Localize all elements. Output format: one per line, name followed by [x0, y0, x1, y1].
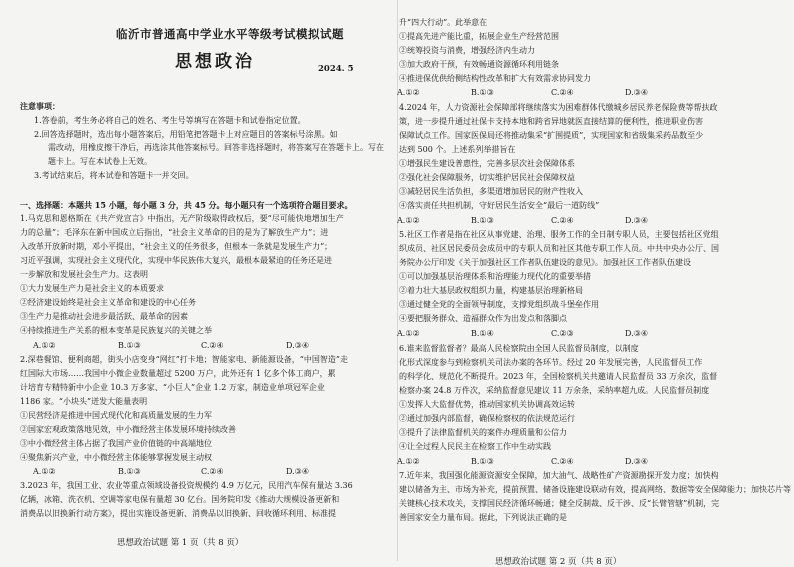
left-text-line: ①民营经济是推进中国式现代化和高质量发展的生力军	[20, 411, 212, 420]
left-text-line: 3.考试结束后，将本试卷和答题卡一并交回。	[34, 171, 194, 180]
right-text-line: ①增强民生建设普惠性，完善多层次社会保障体系	[399, 159, 575, 168]
left-text-line: 1186 家。“小块头”迸发大能量表明	[20, 397, 148, 406]
right-text-line: ③提升了法律监督机关的案件办理质量和公信力	[399, 428, 567, 437]
left-text-line: 思想政治	[175, 52, 255, 72]
right-text-line: 5.社区工作者是指在社区从事党建、治理、服务工作的全日制专职人员，主要包括社区党组	[399, 230, 719, 239]
left-text-line: 3.2023 年，我国工业、农业等重点领域设备投资规模约 4.9 万亿元，民用汽车保有量达 3.36	[20, 481, 353, 490]
right-text-line: ②通过加强内部监督，确保检察权的依法规范运行	[399, 414, 575, 423]
left-text-line: B.①③	[118, 467, 141, 476]
right-text-line: D.③④	[625, 216, 649, 225]
left-text-line: 2.回答选择题时，选出每小题答案后，用铅笔把答题卡上对应题目的答案标号涂黑。如	[34, 130, 338, 139]
right-text-line: ②统筹投资与消费，增强经济内生动力	[399, 46, 535, 55]
right-text-line: C.②④	[551, 457, 574, 466]
right-text-line: 检察办案 24.8 万件次，采纳监督意见建议 11 万余条，采纳率超九成。人民监督员制度	[399, 386, 710, 395]
left-text-line: ①大力发展生产力是社会主义的本质要求	[20, 284, 164, 293]
left-text-line: 1.马克思和恩格斯在《共产党宣言》中指出，无产阶级取得政权后，要“尽可能快地增加生产	[20, 214, 344, 223]
right-text-line: A.①②	[397, 457, 420, 466]
left-text-line: C.②④	[201, 341, 224, 350]
left-text-line: 一、选择题：本题共 15 小题，每小题 3 分，共 45 分。每小题只有一个选项符合题目要求。	[20, 200, 353, 210]
right-text-line: ②着力壮大基层政权组织力量，构建基层治理新格局	[399, 286, 583, 295]
left-text-line: 亿辆，冰箱、洗衣机、空调等家电保有量超 30 亿台。国务院印发《推动大规模设备更新和	[20, 495, 340, 504]
right-text-line: B.①④	[471, 329, 494, 338]
left-text-line: A.①②	[33, 341, 56, 350]
left-text-line: 2024. 5	[318, 64, 354, 74]
right-text-line: C.②③	[551, 329, 574, 338]
right-text-line: D.③④	[625, 329, 649, 338]
left-text-line: 一步解放和发展社会生产力。这表明	[20, 270, 148, 279]
right-text-line: ④推进保优供给侧结构性改革和扩大有效需求协同发力	[399, 74, 591, 83]
right-text-line: D.③④	[625, 88, 649, 97]
left-text-line: D.③④	[286, 341, 310, 350]
right-text-line: B.①③	[471, 457, 494, 466]
right-text-line: B.①③	[471, 88, 494, 97]
left-text-line: 1.答卷前，考生务必将自己的姓名、考生号等填写在答题卡和试卷指定位置。	[34, 116, 306, 125]
right-text-line: 务院办公厅印发《关于加强社区工作者队伍建设的意见》。加强社区工作者队伍建设	[399, 258, 691, 267]
right-text-line: B.①③	[471, 216, 494, 225]
right-text-line: 达到 500 个。上述系列举措旨在	[399, 145, 516, 154]
left-text-line: 入改革开放新时期，邓小平提出，“社会主义的任务很多，但根本一条就是发展生产力”；	[20, 242, 333, 251]
right-text-line: C.②④	[551, 88, 574, 97]
right-text-line: 4.2024 年，人力资源社会保障部将继续落实为困难群体代缴城乡居民养老保险费等帮扶政	[399, 103, 718, 112]
right-text-line: 7.近年来，我国强化能源资源安全保障，加大油气、战略性矿产资源勘探开发力度；加快构	[399, 471, 719, 480]
left-column	[0, 0, 397, 561]
left-text-line: D.③④	[286, 467, 310, 476]
left-text-line: 思想政治试题 第 1 页（共 8 页）	[117, 538, 244, 548]
right-text-line: ③加大政府干预，有效畅通资源循环利用链条	[399, 60, 559, 69]
left-text-line: 临沂市普通高中学业水平等级考试模拟试题	[116, 27, 344, 41]
left-text-line: 2.深巷餐馆、便利商超，街头小店变身“网红”打卡地；智能家电、新能源设备，“中国智造”走	[20, 355, 348, 364]
left-text-line: ③生产力是推动社会进步最活跃、最革命的因素	[20, 312, 188, 321]
left-text-line: B.①③	[118, 341, 141, 350]
right-text-line: D.③④	[625, 457, 649, 466]
left-text-line: 消费品以旧换新行动方案》，提出实施设备更新、消费品以旧换新、回收循环利用、标准提	[20, 509, 336, 518]
right-text-line: ①可以加强基层治理体系和治理能力现代化的重要举措	[399, 272, 591, 281]
left-text-line: 需改动，用橡皮擦干净后，再选涂其他答案标号。回答非选择题时，将答案写在答题卡上。写在	[48, 143, 384, 152]
left-text-line: 计培育专精特新中小企业 10.3 万多家、“小巨人”企业 1.2 万家，制造业单项冠军企业	[20, 383, 325, 392]
right-text-line: 思想政治试题 第 2 页（共 8 页）	[495, 557, 622, 567]
left-text-line: ④聚焦新兴产业，中小微经营主体能够掌握发展主动权	[20, 453, 212, 462]
left-text-line: ②国家宏观政策落地见效，中小微经营主体发展环境持续改善	[20, 425, 236, 434]
right-text-line: 6.谁来监督监督者？最高人民检察院由全国人民监督员制度，以制度	[399, 344, 639, 353]
right-text-line: 善国家安全力量布局。据此，下列说法正确的是	[399, 513, 567, 522]
right-text-line: 关键核心技术攻关，支撑国民经济循环畅通；健全反制裁、反干涉、反“长臂管辖”机制，完	[399, 499, 720, 508]
left-text-line: 习近平强调，实现社会主义现代化，实现中华民族伟大复兴，最根本最紧迫的任务还是进	[20, 256, 332, 265]
left-text-line: ②经济建设始终是社会主义革命和建设的中心任务	[20, 298, 196, 307]
right-text-line: ④让全过程人民民主在检察工作中生动实践	[399, 442, 551, 451]
left-text-line: 注意事项：	[20, 101, 60, 111]
right-text-line: 升“四大行动”。此举意在	[399, 18, 488, 27]
right-text-line: ①提高先进产能比重，拓展企业生产经营范围	[399, 32, 559, 41]
right-text-line: ③减轻居民生活负担，多渠道增加居民的财产性收入	[399, 187, 583, 196]
right-text-line: C.②④	[551, 216, 574, 225]
left-text-line: A.①②	[33, 467, 56, 476]
right-text-line: 化形式深度参与到检察机关司法办案的各环节。经过 20 年发展完善，人民监督员工作	[399, 358, 703, 367]
right-text-line: A.①②	[397, 88, 420, 97]
right-text-line: 的科学化、规范化不断提升。2023 年，全国检察机关共邀请人民监督员 33 万余次，监督	[399, 372, 718, 381]
right-text-line: A.①②	[397, 329, 420, 338]
left-text-line: ④持续推进生产关系的根本变革是民族复兴的关键之举	[20, 326, 212, 335]
right-text-line: 建以储备为主、市场为补充，提前预置、储备设施建设联动有效，提高网络、数据等安全保障能力；加快芯片等	[399, 485, 791, 494]
right-text-line: A.①②	[397, 216, 420, 225]
left-text-line: 红国际大市场……我国中小微企业数量超过 5200 万户，此外还有 1 亿多个体工商户，累	[20, 369, 336, 378]
left-text-line: ③中小微经营主体占据了我国产业价值链的中高端地位	[20, 439, 212, 448]
right-text-line: 策，进一步提升通过社保卡支持本地和跨省异地就医直接结算的便利性，推进职业伤害	[399, 117, 703, 126]
right-text-line: 保障试点工作。国家医保局还将推动集采“扩围提质”，实现国家和省级集采药品数至少	[399, 131, 704, 140]
right-column	[397, 0, 794, 567]
right-text-line: ④落实责任共担机制，守好居民生活安全“最后一道防线”	[399, 201, 600, 210]
left-text-line: 力的总量”；毛泽东在新中国成立后指出，“社会主义革命的目的是为了解放生产力”；进	[20, 228, 329, 237]
right-text-line: 织成员、社区居民委员会成员中的专职人员和社区其他专职工作人员。中共中央办公厅、国	[399, 244, 719, 253]
left-text-line: 题卡上。写在本试卷上无效。	[48, 157, 152, 166]
right-text-line: ③通过健全党的全面领导制度，支撑党组织战斗堡垒作用	[399, 300, 599, 309]
right-text-line: ④要把服务群众、造福群众作为出发点和落脚点	[399, 314, 567, 323]
right-text-line: ①发挥人大监督优势，推动国家机关协调高效运转	[399, 400, 575, 409]
right-text-line: ②强化社会保障服务，切实维护居民社会保障权益	[399, 173, 575, 182]
left-text-line: C.②④	[201, 467, 224, 476]
